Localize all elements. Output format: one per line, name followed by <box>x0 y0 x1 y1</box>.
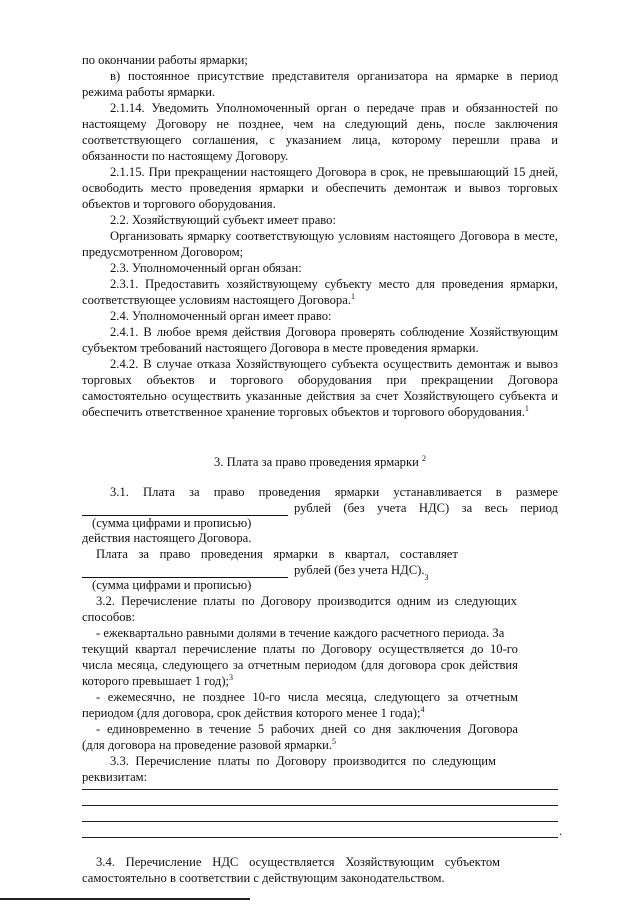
word: проведения <box>258 485 321 499</box>
word: проведения <box>441 277 504 291</box>
justified-line <box>82 373 558 388</box>
word: месте, <box>524 229 558 243</box>
word: права <box>510 133 541 147</box>
word: квартал <box>135 642 177 656</box>
word: Хозяйствующим <box>345 855 435 869</box>
amount-line-text: рублей (без учета НДС). <box>294 563 425 577</box>
word: ярмарки <box>334 485 380 499</box>
word: и <box>551 133 558 147</box>
text-line <box>82 674 233 689</box>
word: числа <box>82 658 113 672</box>
word: срок <box>440 658 466 672</box>
word: Уведомить <box>151 101 209 115</box>
text-line: объектов и торгового оборудования. <box>82 197 276 211</box>
word: по <box>301 642 315 656</box>
word: отчетным <box>247 658 301 672</box>
requisites-line-4[interactable] <box>82 837 558 838</box>
word: 2.1.14. <box>110 101 145 115</box>
word: Договору <box>260 594 312 608</box>
word: передаче <box>366 101 415 115</box>
line-text: которого превышает 1 год); <box>82 674 230 688</box>
word: Договора <box>316 165 367 179</box>
footnote-ref: 2 <box>422 453 426 463</box>
amount-blank[interactable] <box>82 504 288 516</box>
word: за <box>447 690 459 704</box>
word: периодом <box>304 658 357 672</box>
word: со <box>353 722 366 736</box>
word: составляет <box>399 547 458 561</box>
text-line: реквизитам: <box>82 770 148 784</box>
text-line: субъектом требований настоящего Договора в месте проведения ярмарки. <box>82 341 479 355</box>
word: чем <box>293 117 314 131</box>
word: перешли <box>452 133 500 147</box>
word: счет <box>375 389 399 403</box>
justified-line <box>110 277 558 292</box>
justified-line <box>110 325 558 340</box>
word: В <box>143 325 152 339</box>
word: текущий <box>82 642 129 656</box>
word: в <box>506 69 513 83</box>
section-title <box>0 455 640 470</box>
amount-line <box>82 501 558 516</box>
word: торгового <box>230 373 284 387</box>
page-bottom-rule <box>0 898 250 900</box>
word: Хозяйствующего <box>403 389 495 403</box>
word: отказа <box>197 357 231 371</box>
word: субъекта <box>331 357 379 371</box>
word: Плата <box>143 485 175 499</box>
word: - <box>96 690 101 704</box>
word: 15 <box>512 165 526 179</box>
justified-line <box>82 642 518 657</box>
word: учета <box>377 501 407 515</box>
word: Перечисление <box>135 754 212 768</box>
word: лица, <box>352 133 381 147</box>
word: следующего <box>162 658 229 672</box>
word: следующий <box>344 117 408 131</box>
word: субъекту <box>324 277 372 291</box>
word: позднее <box>202 690 245 704</box>
word: и <box>452 101 460 115</box>
word: месяца, <box>325 690 367 704</box>
word: место <box>378 277 410 291</box>
word: хозяйствующему <box>226 277 318 291</box>
word: осуществить <box>383 357 453 371</box>
justified-line <box>110 229 558 244</box>
word: по <box>544 101 558 115</box>
word: которому <box>391 133 442 147</box>
word: право <box>213 485 245 499</box>
word: вывоз <box>468 181 501 195</box>
word: рублей <box>294 501 331 515</box>
word: 2.1.15. <box>110 165 145 179</box>
word: срок, <box>380 165 408 179</box>
word: в <box>196 722 203 736</box>
word: ярмарки, <box>510 277 558 291</box>
word: дня <box>372 722 392 736</box>
requisites-line-1[interactable] <box>82 789 558 790</box>
word: не <box>216 117 229 131</box>
word: действия <box>306 389 356 403</box>
footnote-ref: 5 <box>332 736 336 746</box>
word: при <box>386 373 407 387</box>
word: настоящего <box>250 165 313 179</box>
word: позднее, <box>238 117 284 131</box>
word: орган <box>316 101 347 115</box>
word: проведения <box>200 547 263 561</box>
justified-line <box>82 389 558 404</box>
justified-line <box>82 133 558 148</box>
word: заключения <box>398 722 462 736</box>
word: период <box>520 501 558 515</box>
word: месяца, <box>117 658 158 672</box>
text-line <box>82 293 355 308</box>
word: Договора <box>459 229 510 243</box>
word: не <box>411 165 424 179</box>
word: объектов <box>146 373 195 387</box>
word: 10-го <box>252 690 281 704</box>
word: Договору <box>276 754 327 768</box>
word: и <box>551 389 558 403</box>
word: Уполномоченный <box>215 101 310 115</box>
footnote-ref: 1 <box>524 403 529 413</box>
word: 3.4. <box>96 855 115 869</box>
word: демонтаж <box>393 181 447 195</box>
word: следующего <box>374 690 441 704</box>
text-line: обязанности по настоящему Договору. <box>82 149 289 163</box>
word: Перечисление <box>125 855 202 869</box>
word: в <box>328 547 335 561</box>
footnote-ref: 3 <box>229 672 234 682</box>
word: самостоятельно <box>82 389 167 403</box>
word: в <box>513 229 520 243</box>
requisites-line-2[interactable] <box>82 805 558 806</box>
word: следующих <box>454 594 517 608</box>
justified-line <box>110 101 558 116</box>
word: за <box>232 658 244 672</box>
word: в <box>370 165 377 179</box>
text-line: предусмотренном Договором; <box>82 245 244 259</box>
word: 2.4.1. <box>110 325 139 339</box>
word: - <box>96 722 101 736</box>
word: из <box>436 594 449 608</box>
text-line: самостоятельно в соответствии с действующим законодательством. <box>82 871 445 885</box>
justified-line <box>96 547 458 562</box>
word: Организовать <box>110 229 184 243</box>
word: При <box>148 165 171 179</box>
word: Договору <box>156 117 207 131</box>
word: договора <box>388 658 437 672</box>
justified-line <box>96 594 517 609</box>
word: о <box>353 101 360 115</box>
word: числа <box>287 690 319 704</box>
word: производится <box>333 754 407 768</box>
justified-line <box>82 658 518 673</box>
line-text: соответствующее условиям настоящего Договора. <box>82 293 351 307</box>
word: за <box>461 501 473 515</box>
word: право <box>159 547 191 561</box>
word: следующим <box>432 754 496 768</box>
footnote-ref: 4 <box>420 704 425 714</box>
word: прекращении <box>174 165 247 179</box>
word: за <box>360 389 371 403</box>
word: время <box>195 325 228 339</box>
amount-blank[interactable] <box>82 566 288 578</box>
word: торговых <box>508 181 558 195</box>
word: ярмарки <box>259 181 304 195</box>
word: обязанностей <box>465 101 539 115</box>
word: и <box>311 181 319 195</box>
word: день, <box>417 117 445 131</box>
word: и <box>514 357 522 371</box>
justified-line <box>110 165 558 180</box>
word: проверять <box>340 325 396 339</box>
line-text: (для договора на проведение разовой ярмарки. <box>82 738 332 752</box>
word: ярмарке <box>455 69 499 83</box>
clause-heading: 2.4. Уполномоченный орган имеет право: <box>110 309 332 323</box>
field-hint: (сумма цифрами и прописью) <box>92 516 252 530</box>
text-line <box>82 405 529 420</box>
word: Хозяйствующего <box>235 357 327 371</box>
word: присутствие <box>197 69 264 83</box>
word: 3.1. <box>110 485 129 499</box>
word: организатора <box>357 69 428 83</box>
word: по <box>412 754 426 768</box>
word: в) <box>110 69 121 83</box>
word: 5 <box>257 722 265 736</box>
text-line: способов: <box>82 610 135 624</box>
word: соглашения, <box>192 133 259 147</box>
word: оборудования <box>297 373 372 387</box>
footnote-ref: 1 <box>350 291 355 301</box>
text-line <box>82 738 336 753</box>
word: после <box>454 117 486 131</box>
word: ярмарку <box>187 229 232 243</box>
word: весь <box>484 501 508 515</box>
word: 3.3. <box>110 754 129 768</box>
line-end-period: . <box>559 824 563 838</box>
word: до <box>470 642 484 656</box>
word: ежемесячно, <box>107 690 176 704</box>
word: демонтаж <box>456 357 510 371</box>
clause-heading: 2.2. Хозяйствующий субъект имеет право: <box>110 213 336 227</box>
word: обеспечить <box>325 181 387 195</box>
text-line: по окончании работы ярмарки; <box>82 53 248 67</box>
clause-heading: 2.3. Уполномоченный орган обязан: <box>110 261 302 275</box>
word: случае <box>156 357 193 371</box>
requisites-line-3[interactable] <box>82 821 558 822</box>
word: дней, <box>529 165 558 179</box>
word: и <box>454 181 462 195</box>
word: прекращении <box>421 373 494 387</box>
word: осуществляется <box>378 642 465 656</box>
word: на <box>322 117 336 131</box>
word: вывоз <box>526 357 558 371</box>
word: представителя <box>271 69 350 83</box>
word: производится <box>317 594 391 608</box>
word: условиям <box>338 229 390 243</box>
word: настоящего <box>393 229 456 243</box>
word: субъектом <box>444 855 500 869</box>
word: платы <box>217 754 250 768</box>
word: размере <box>515 485 558 499</box>
justified-line <box>96 855 500 870</box>
word: указанные <box>245 389 302 403</box>
word: единовременно <box>106 722 190 736</box>
word: место <box>150 181 182 195</box>
word: платы <box>203 594 236 608</box>
word: субъекта <box>499 389 547 403</box>
word: за <box>189 485 200 499</box>
word: соответствующую <box>235 229 335 243</box>
word: (без <box>343 501 365 515</box>
word: осуществляется <box>249 855 335 869</box>
text-line: - ежеквартально равными долями в течение каждого расчетного периода. За <box>96 626 505 640</box>
word: по <box>256 754 270 768</box>
word: Предоставить <box>145 277 220 291</box>
word: Договора <box>507 373 558 387</box>
word: отчетным <box>465 690 518 704</box>
word: соответствующего <box>82 133 182 147</box>
word: Договора <box>285 325 336 339</box>
word: период <box>520 69 558 83</box>
word: платы <box>262 642 296 656</box>
word: и <box>209 373 217 387</box>
word: (для <box>361 658 384 672</box>
text-line: действия настоящего Договора. <box>82 531 252 545</box>
word: заключения <box>494 117 558 131</box>
word: устанавливается <box>393 485 482 499</box>
word: течение <box>209 722 252 736</box>
word: Договору <box>321 642 373 656</box>
word: соблюдение <box>400 325 465 339</box>
word: 3.2. <box>96 594 115 608</box>
word: настоящему <box>82 117 147 131</box>
text-line <box>82 706 425 721</box>
justified-line <box>96 690 518 705</box>
word: В <box>143 357 152 371</box>
word: Договора <box>467 722 518 736</box>
word: постоянное <box>127 69 190 83</box>
justified-line <box>96 722 518 737</box>
field-hint: (сумма цифрами и прописью) <box>92 578 252 592</box>
text-line: режима работы ярмарки. <box>82 85 216 99</box>
word: на <box>435 69 448 83</box>
amount-line: рублей (без учета НДС). 3 <box>82 563 428 578</box>
justified-line <box>82 181 558 196</box>
word: НДС) <box>418 501 450 515</box>
word: не <box>182 690 196 704</box>
word: с <box>269 133 275 147</box>
justified-line <box>110 754 496 769</box>
justified-line <box>110 485 558 500</box>
word: превышающий <box>427 165 509 179</box>
word: 2.4.2. <box>110 357 139 371</box>
word: дней <box>321 722 347 736</box>
line-text: периодом (для договора, срок действия которого менее 1 года); <box>82 706 421 720</box>
word: рабочих <box>270 722 315 736</box>
word: за <box>138 547 150 561</box>
word: одним <box>396 594 431 608</box>
word: прав <box>420 101 446 115</box>
justified-line <box>82 117 558 132</box>
word: 10-го <box>489 642 518 656</box>
word: для <box>416 277 435 291</box>
justified-line <box>110 69 558 84</box>
word: освободить <box>82 181 144 195</box>
word: ярмарки <box>273 547 318 561</box>
word: по <box>241 594 255 608</box>
section-title-text: 3. Плата за право проведения ярмарки <box>213 455 419 469</box>
word: Перечисление <box>121 594 197 608</box>
word: любое <box>156 325 191 339</box>
word: действия <box>469 658 518 672</box>
word: Плата <box>96 547 128 561</box>
word: указанием <box>285 133 342 147</box>
word: действия <box>232 325 281 339</box>
word: торговых <box>82 373 132 387</box>
word: проведения <box>189 181 252 195</box>
amount-line-text <box>294 501 558 516</box>
word: Хозяйствующим <box>469 325 558 339</box>
word: в <box>495 485 502 499</box>
word: 2.3.1. <box>110 277 139 291</box>
justified-line <box>110 357 558 372</box>
word: перечисление <box>182 642 257 656</box>
word: НДС <box>212 855 239 869</box>
line-text: обеспечить ответственное хранение торговых объектов и торгового оборудования. <box>82 405 525 419</box>
word: осуществить <box>171 389 241 403</box>
word: квартал, <box>344 547 390 561</box>
